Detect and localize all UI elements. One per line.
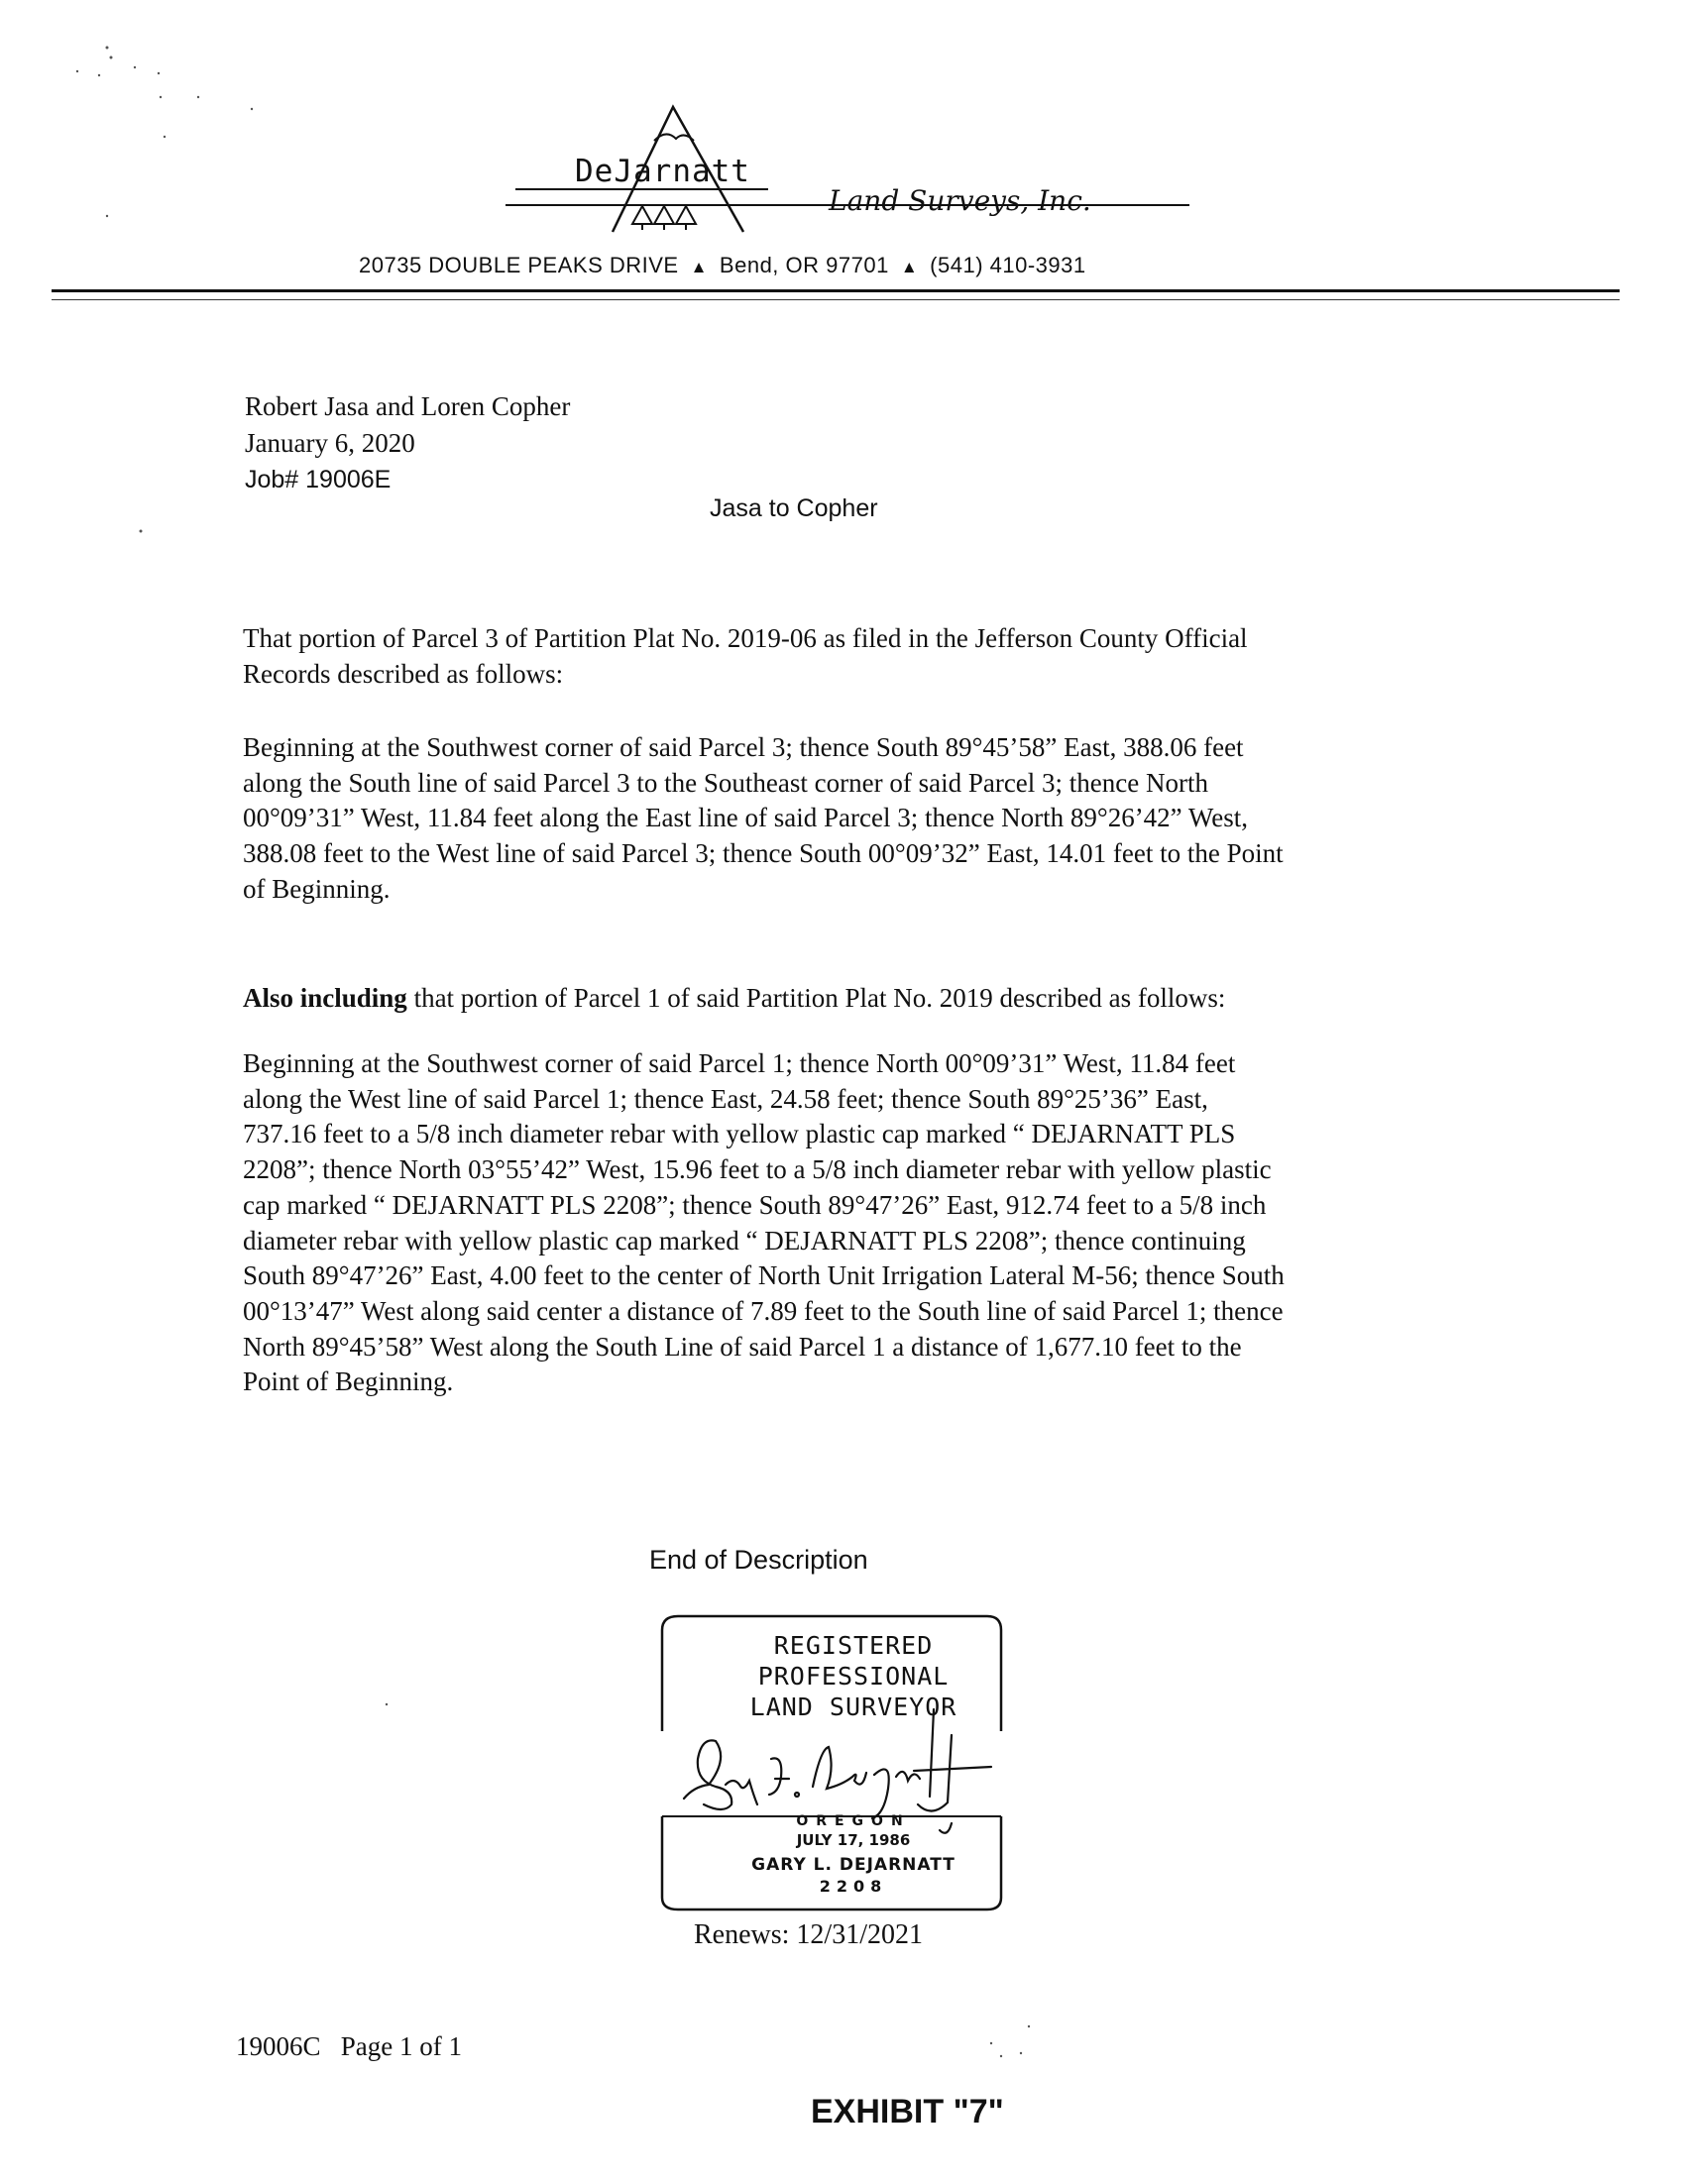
paragraph-line: diameter rebar with yellow plastic cap marked “ DEJARNATT PLS 2208”; thence continuing — [243, 1225, 1246, 1256]
paragraph-line: Records described as follows: — [243, 658, 564, 689]
street-address: 20735 DOUBLE PEAKS DRIVE — [359, 253, 679, 277]
parcel3-description — [243, 730, 1284, 908]
paragraph-line: 00°13’47” West along said center a distance of 7.89 feet to the South line of said Parcel 1; thence — [243, 1295, 1284, 1326]
intro-paragraph — [243, 621, 1248, 692]
letterhead-rule-thin — [52, 299, 1620, 300]
paragraph-line: along the West line of said Parcel 1; thence East, 24.58 feet; thence South 89°25’36” East, — [243, 1083, 1208, 1114]
paragraph-line: North 89°45’58” West along the South Line of said Parcel 1 a distance of 1,677.10 feet to the — [243, 1331, 1242, 1362]
renewal-date: Renews: 12/31/2021 — [694, 1919, 923, 1950]
also-including-paragraph — [243, 981, 1225, 1017]
paragraph-line: 00°09’31” West, 11.84 feet along the East line of said Parcel 3; thence North 89°26’42” West, — [243, 803, 1248, 833]
addressee-names: Robert Jasa and Loren Copher — [245, 391, 571, 421]
company-script-name: Land Surveys, Inc. — [829, 184, 1091, 217]
page-footer: 19006C Page 1 of 1 — [236, 2031, 462, 2061]
paragraph-line: Point of Beginning. — [243, 1366, 454, 1397]
stamp-state: OREGON — [796, 1813, 911, 1829]
end-of-description: End of Description — [649, 1545, 868, 1575]
triangle-icon: ▲ — [900, 258, 919, 276]
subject-line: Jasa to Copher — [710, 494, 878, 522]
paragraph-line: along the South line of said Parcel 3 to the Southeast corner of said Parcel 3; thence North — [243, 767, 1208, 798]
letter-date: January 6, 2020 — [245, 428, 415, 458]
paragraph-line: 2208”; thence North 03°55’42” West, 15.96 feet to a 5/8 inch diameter rebar with yellow plastic — [243, 1154, 1272, 1185]
stamp-license-number: 2208 — [819, 1877, 888, 1896]
address-line — [359, 253, 1086, 278]
paragraph-line — [243, 981, 1225, 1017]
addressee-block — [245, 388, 570, 498]
letterhead-rule — [52, 289, 1620, 292]
stamp-date: JULY 17, 1986 — [796, 1831, 911, 1849]
paragraph-line: Beginning at the Southwest corner of said Parcel 3; thence South 89°45’58” East, 388.06 feet — [243, 732, 1244, 762]
stamp-registered: REGISTERED — [773, 1631, 934, 1660]
paragraph-line: 737.16 feet to a 5/8 inch diameter rebar with yellow plastic cap marked “ DEJARNATT PLS — [243, 1119, 1236, 1149]
paragraph-line: That portion of Parcel 3 of Partition Plat No. 2019-06 as filed in the Jefferson County Official — [243, 623, 1248, 653]
also-including-bold: Also including — [243, 983, 407, 1013]
stamp-professional: PROFESSIONAL — [757, 1662, 950, 1691]
paragraph-line: South 89°47’26” East, 4.00 feet to the center of North Unit Irrigation Lateral M-56; thence South — [243, 1260, 1285, 1291]
paragraph-line: Beginning at the Southwest corner of said Parcel 1; thence North 00°09’31” West, 11.84 feet — [243, 1048, 1236, 1078]
job-number: Job# 19006E — [245, 466, 392, 493]
paragraph-line: cap marked “ DEJARNATT PLS 2208”; thence South 89°47’26” East, 912.74 feet to a 5/8 inch — [243, 1189, 1267, 1220]
triangle-icon: ▲ — [690, 258, 708, 276]
exhibit-label: EXHIBIT "7" — [811, 2093, 1004, 2130]
city-address: Bend, OR 97701 — [719, 253, 889, 277]
paragraph-line: of Beginning. — [243, 873, 391, 904]
stamp-surveyor-name: GARY L. DEJARNATT — [751, 1855, 956, 1875]
parcel1-description — [243, 1046, 1285, 1400]
also-including-text: that portion of Parcel 1 of said Partition Plat No. 2019 described as follows: — [406, 983, 1226, 1013]
paragraph-line: 388.08 feet to the West line of said Parcel 3; thence South 00°09’32” East, 14.01 feet to the Point — [243, 838, 1284, 869]
company-name: DeJarnatt — [575, 154, 750, 189]
phone-number: (541) 410-3931 — [930, 253, 1086, 277]
stamp-land-surveyor: LAND SURVEYOR — [749, 1693, 957, 1721]
